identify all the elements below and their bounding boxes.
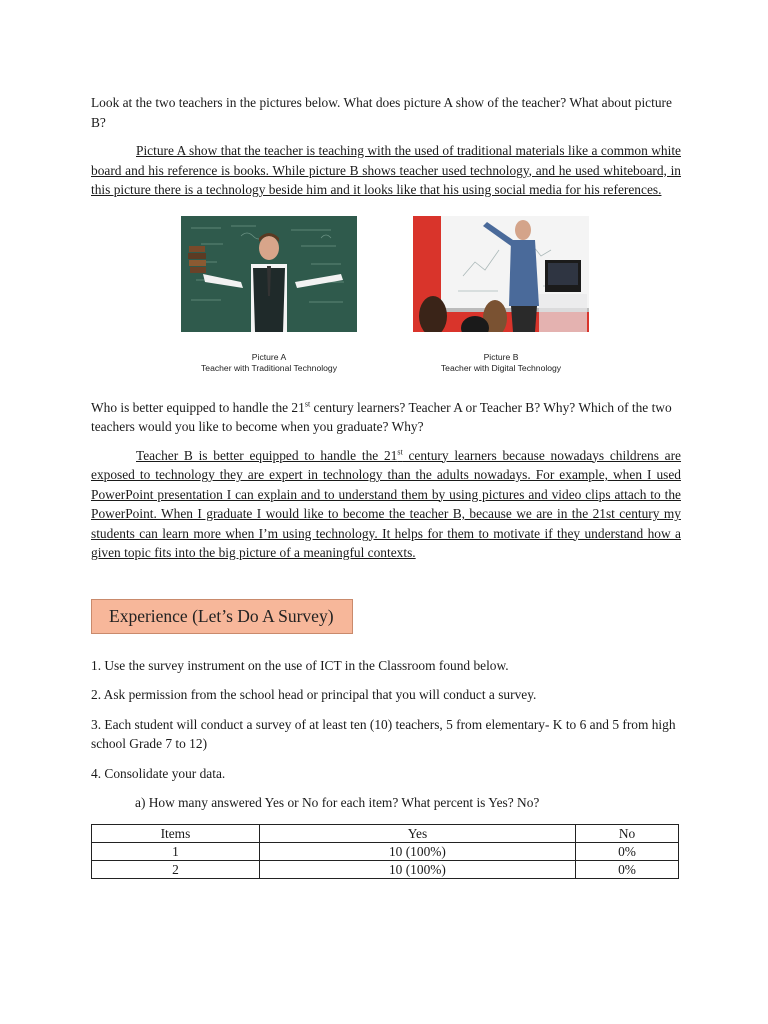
table-header-row [92, 824, 679, 842]
table-cell: 0% [576, 860, 679, 878]
survey-steps [91, 656, 681, 813]
figure-a [181, 216, 357, 374]
picture-a-image [181, 216, 357, 332]
answer-2 [91, 446, 681, 563]
question-2-sup: st [304, 399, 311, 409]
document-page [91, 93, 681, 879]
table-cell: 10 (100%) [259, 860, 575, 878]
step-1: 1. Use the survey instrument on the use of ICT in the Classroom found below. [91, 657, 509, 673]
question-2-part1: Who is better equipped to handle the 21 [91, 399, 305, 415]
table-cell: 2 [92, 860, 260, 878]
figure-b-label: Picture B [483, 351, 519, 362]
table-row [92, 860, 679, 878]
step-3: 3. Each student will conduct a survey of at least ten (10) teachers, 5 from elementary- K to 6 and 5 from high school Grade 7 to 12) [91, 716, 676, 751]
table-cell: 1 [92, 842, 260, 860]
figure-a-caption: Teacher with Traditional Technology [201, 362, 337, 373]
question-1: Look at the two teachers in the pictures below. What does picture A show of the teacher? What about picture B? [91, 95, 672, 130]
table-row [92, 842, 679, 860]
answer-2-sup: st [397, 447, 403, 457]
step-4: 4. Consolidate your data. [91, 765, 226, 781]
answer-2-part2: century learners because nowadays childrens are exposed to technology they are expert in technology than the adults nowadays. For example, when I used PowerPoint presentation I can explain and to understand them by using pictures and video clips attach to the PowerPoint. When I graduate I would like to become the teacher B, because we are in the 21st century my students can learn more when I’m using technology. It helps for them to motivate if they understand how a given topic fits into the big picture of a meaningful contexts. [91, 447, 682, 560]
figure-b-caption: Teacher with Digital Technology [440, 362, 562, 373]
header-no: No [576, 824, 679, 842]
header-items: Items [92, 824, 260, 842]
figure-b [413, 216, 589, 374]
answer-2-part1: Teacher B is better equipped to handle the 21 [136, 447, 398, 463]
sub-question: a) How many answered Yes or No for each item? What percent is Yes? No? [135, 795, 540, 810]
step-2: 2. Ask permission from the school head or principal that you will conduct a survey. [91, 687, 537, 702]
figures [91, 216, 681, 386]
question-2-part2: century learners? Teacher A or Teacher B? Why? Which of the two teachers would you like to become when you graduate? Why? [91, 399, 672, 434]
header-yes: Yes [259, 824, 575, 842]
table-cell: 10 (100%) [259, 842, 575, 860]
question-2 [91, 398, 681, 437]
table-cell: 0% [576, 842, 679, 860]
survey-table [91, 824, 679, 879]
picture-b-image [413, 216, 589, 332]
answer-1: Picture A show that the teacher is teaching with the used of traditional materials like a common white board and his reference is books. While picture B shows teacher used technology, and he used whiteboard, in this picture there is a technology beside him and it looks like that his using social media for his references. [91, 143, 681, 197]
figure-a-label: Picture A [251, 351, 287, 362]
section-title-box: Experience (Let’s Do A Survey) [91, 599, 353, 634]
